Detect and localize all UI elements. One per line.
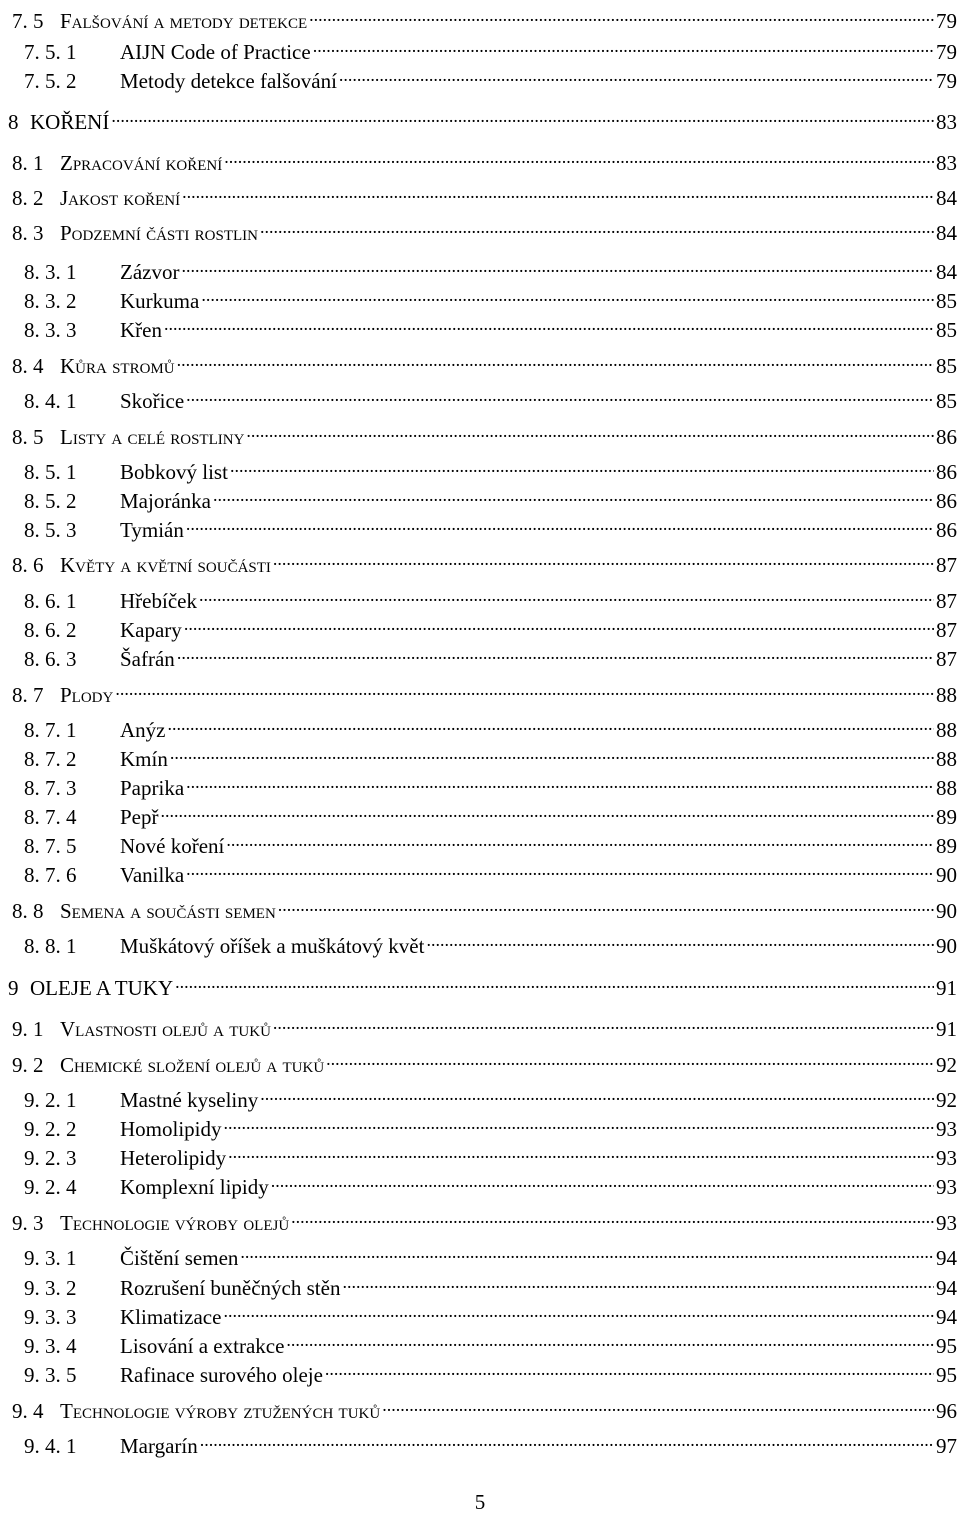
- dot-leader: [201, 280, 934, 308]
- toc-entry-page: 88: [936, 776, 957, 800]
- toc-entry-title: Mastné kyseliny: [120, 1088, 259, 1112]
- toc-entry-title: Semena a součásti semen: [60, 899, 276, 923]
- toc-entry[interactable]: [0, 925, 957, 958]
- toc-entry[interactable]: [0, 1237, 957, 1270]
- toc-entry-number: 8. 8: [12, 899, 44, 923]
- dot-leader: [260, 212, 934, 240]
- toc-entry-title: Zázvor: [120, 260, 180, 284]
- dot-leader: [182, 177, 934, 205]
- toc-entry-number: 9. 3. 5: [24, 1363, 77, 1387]
- toc-entry-page: 90: [936, 899, 957, 923]
- dot-leader: [177, 345, 934, 373]
- toc-entry-number: 9. 3. 1: [24, 1246, 77, 1270]
- toc-entry-number: 8. 8. 1: [24, 934, 77, 958]
- toc-entry-page: 87: [936, 618, 957, 642]
- toc-entry[interactable]: [0, 0, 957, 33]
- toc-entry[interactable]: [0, 544, 957, 577]
- toc-entry[interactable]: [0, 1325, 957, 1358]
- toc-entry-page: 86: [936, 425, 957, 449]
- dot-leader: [111, 101, 934, 129]
- toc-entry-number: 7. 5: [12, 9, 44, 33]
- dot-leader: [326, 1044, 934, 1072]
- toc-entry-page: 89: [936, 805, 957, 829]
- toc-entry-title: Margarín: [120, 1434, 198, 1458]
- toc-entry-title: Technologie výroby ztužených tuků: [60, 1399, 381, 1423]
- toc-entry-number: 8: [8, 110, 19, 134]
- toc-entry[interactable]: [0, 1354, 957, 1387]
- dot-leader: [339, 60, 934, 88]
- toc-entry-page: 90: [936, 863, 957, 887]
- toc-entry-number: 9. 2. 2: [24, 1117, 77, 1141]
- toc-entry-number: 8. 7. 4: [24, 805, 77, 829]
- toc-entry-page: 94: [936, 1246, 957, 1270]
- dot-leader: [382, 1390, 934, 1418]
- toc-entry-number: 8. 5. 2: [24, 489, 77, 513]
- page-number: 5: [474, 1490, 486, 1514]
- toc-entry-title: Majoránka: [120, 489, 211, 513]
- toc-entry-number: 8. 3. 1: [24, 260, 77, 284]
- toc-entry-title: Zpracování koření: [60, 151, 223, 175]
- toc-entry-title: Skořice: [120, 389, 185, 413]
- toc-entry-number: 8. 7. 1: [24, 718, 77, 742]
- toc-entry[interactable]: [0, 345, 957, 378]
- toc-entry-title: Kurkuma: [120, 289, 200, 313]
- dot-leader: [226, 825, 934, 853]
- toc-entry-number: 8. 7: [12, 683, 44, 707]
- toc-entry-title: KOŘENÍ: [30, 110, 110, 134]
- toc-entry[interactable]: [0, 1044, 957, 1077]
- toc-entry-page: 95: [936, 1363, 957, 1387]
- dot-leader: [177, 638, 934, 666]
- toc-entry[interactable]: [0, 31, 957, 64]
- dot-leader: [186, 380, 934, 408]
- toc-entry[interactable]: [0, 967, 957, 1000]
- toc-entry-page: 93: [936, 1146, 957, 1170]
- toc-entry-title: Paprika: [120, 776, 185, 800]
- toc-entry-title: Podzemní části rostlin: [60, 221, 259, 245]
- dot-leader: [342, 1267, 934, 1295]
- toc-entry-page: 86: [936, 518, 957, 542]
- toc-entry-title: Šafrán: [120, 647, 175, 671]
- toc-entry[interactable]: [0, 854, 957, 887]
- toc-entry[interactable]: [0, 890, 957, 923]
- toc-entry[interactable]: [0, 416, 957, 449]
- toc-entry-title: Heterolipidy: [120, 1146, 227, 1170]
- toc-entry-title: Čištění semen: [120, 1246, 239, 1270]
- toc-entry-page: 79: [936, 69, 957, 93]
- toc-entry[interactable]: [0, 825, 957, 858]
- toc-entry-title: Kmín: [120, 747, 168, 771]
- toc-entry-number: 8. 3. 3: [24, 318, 77, 342]
- toc-entry[interactable]: [0, 251, 957, 284]
- toc-entry-title: Klimatizace: [120, 1305, 222, 1329]
- toc-entry-page: 91: [936, 1017, 957, 1041]
- toc-entry-page: 89: [936, 834, 957, 858]
- toc-entry-page: 92: [936, 1053, 957, 1077]
- dot-leader: [200, 1425, 934, 1453]
- toc-entry[interactable]: [0, 280, 957, 313]
- toc-entry-title: Listy a celé rostliny: [60, 425, 245, 449]
- toc-entry[interactable]: [0, 738, 957, 771]
- dot-leader: [199, 580, 934, 608]
- dot-leader: [186, 854, 934, 882]
- toc-entry-page: 86: [936, 460, 957, 484]
- toc-entry-title: Vanilka: [120, 863, 185, 887]
- toc-entry[interactable]: [0, 1267, 957, 1300]
- toc-entry-number: 9: [8, 976, 19, 1000]
- toc-entry-title: Kapary: [120, 618, 182, 642]
- dot-leader: [291, 1202, 934, 1230]
- dot-leader: [184, 609, 934, 637]
- toc-entry-number: 8. 3. 2: [24, 289, 77, 313]
- toc-entry-page: 87: [936, 589, 957, 613]
- toc-entry-title: Metody detekce falšování: [120, 69, 337, 93]
- toc-entry[interactable]: [0, 1108, 957, 1141]
- toc-entry[interactable]: [0, 480, 957, 513]
- dot-leader: [260, 1079, 934, 1107]
- toc-entry-title: Pepř: [120, 805, 159, 829]
- dot-leader: [164, 309, 934, 337]
- toc-entry-title: Hřebíček: [120, 589, 197, 613]
- toc-entry-page: 95: [936, 1334, 957, 1358]
- toc-entry-page: 84: [936, 221, 957, 245]
- toc-entry-page: 94: [936, 1305, 957, 1329]
- toc-entry-number: 9. 2. 4: [24, 1175, 77, 1199]
- toc-entry-page: 88: [936, 718, 957, 742]
- dot-leader: [213, 480, 934, 508]
- toc-entry-number: 8. 6. 1: [24, 589, 77, 613]
- toc-entry-title: Lisování a extrakce: [120, 1334, 285, 1358]
- toc-entry-page: 91: [936, 976, 957, 1000]
- dot-leader: [309, 0, 934, 28]
- dot-leader: [186, 767, 934, 795]
- dot-leader: [228, 1137, 934, 1165]
- toc-entry-page: 84: [936, 186, 957, 210]
- toc-entry-number: 8. 1: [12, 151, 44, 175]
- toc-entry-page: 86: [936, 489, 957, 513]
- dot-leader: [240, 1237, 934, 1265]
- dot-leader: [115, 674, 934, 702]
- dot-leader: [223, 1296, 934, 1324]
- toc-entry-page: 85: [936, 354, 957, 378]
- toc-entry[interactable]: [0, 1008, 957, 1041]
- dot-leader: [273, 544, 934, 572]
- toc-entry[interactable]: [0, 1079, 957, 1112]
- toc-entry-number: 9. 1: [12, 1017, 44, 1041]
- toc-entry-number: 9. 3. 4: [24, 1334, 77, 1358]
- toc-entry-title: Nové koření: [120, 834, 225, 858]
- toc-entry-page: 83: [936, 151, 957, 175]
- toc-entry-page: 93: [936, 1175, 957, 1199]
- toc-entry-page: 87: [936, 553, 957, 577]
- toc-entry-number: 9. 4. 1: [24, 1434, 77, 1458]
- toc-entry-title: Tymián: [120, 518, 184, 542]
- toc-entry-number: 8. 5. 3: [24, 518, 77, 542]
- dot-leader: [224, 1108, 934, 1136]
- toc-entry-title: Homolipidy: [120, 1117, 222, 1141]
- toc-entry-page: 96: [936, 1399, 957, 1423]
- dot-leader: [313, 31, 934, 59]
- toc-entry-title: Vlastnosti olejů a tuků: [60, 1017, 271, 1041]
- toc-entry[interactable]: [0, 767, 957, 800]
- toc-entry-page: 92: [936, 1088, 957, 1112]
- toc-entry-title: Falšování a metody detekce: [60, 9, 308, 33]
- toc-entry-page: 83: [936, 110, 957, 134]
- dot-leader: [186, 509, 934, 537]
- toc-entry-number: 8. 4. 1: [24, 389, 77, 413]
- toc-entry[interactable]: [0, 580, 957, 613]
- toc-entry[interactable]: [0, 1166, 957, 1199]
- toc-entry[interactable]: [0, 709, 957, 742]
- toc-entry[interactable]: [0, 609, 957, 642]
- toc-entry-number: 9. 2: [12, 1053, 44, 1077]
- dot-leader: [246, 416, 934, 444]
- toc-entry[interactable]: [0, 674, 957, 707]
- dot-leader: [286, 1325, 934, 1353]
- toc-entry[interactable]: [0, 1425, 957, 1458]
- toc-entry-number: 8. 7. 2: [24, 747, 77, 771]
- toc-entry-title: Rozrušení buněčných stěn: [120, 1276, 341, 1300]
- toc-entry-number: 8. 6. 3: [24, 647, 77, 671]
- toc-entry-page: 85: [936, 318, 957, 342]
- toc-entry-page: 79: [936, 40, 957, 64]
- toc-entry[interactable]: [0, 796, 957, 829]
- toc-entry-title: OLEJE A TUKY: [30, 976, 174, 1000]
- dot-leader: [278, 890, 934, 918]
- toc-entry[interactable]: [0, 509, 957, 542]
- toc-entry-number: 8. 3: [12, 221, 44, 245]
- dot-leader: [271, 1166, 934, 1194]
- dot-leader: [161, 796, 935, 824]
- toc-entry-number: 9. 2. 3: [24, 1146, 77, 1170]
- toc-entry-title: Muškátový oříšek a muškátový květ: [120, 934, 425, 958]
- toc-entry[interactable]: [0, 212, 957, 245]
- toc-entry-number: 8. 7. 5: [24, 834, 77, 858]
- dot-leader: [175, 967, 934, 995]
- toc-entry-title: Chemické složení olejů a tuků: [60, 1053, 325, 1077]
- toc-entry-page: 93: [936, 1117, 957, 1141]
- toc-entry[interactable]: [0, 1390, 957, 1423]
- toc-entry[interactable]: [0, 177, 957, 210]
- toc-entry-number: 8. 2: [12, 186, 44, 210]
- toc-entry-page: 90: [936, 934, 957, 958]
- toc-entry-title: Technologie výroby olejů: [60, 1211, 290, 1235]
- dot-leader: [426, 925, 934, 953]
- toc-entry-number: 7. 5. 1: [24, 40, 77, 64]
- toc-entry-title: Kůra stromů: [60, 354, 175, 378]
- dot-leader: [224, 142, 934, 170]
- dot-leader: [273, 1008, 934, 1036]
- toc-entry-title: Květy a květní součásti: [60, 553, 271, 577]
- toc-entry-number: 7. 5. 2: [24, 69, 77, 93]
- toc-entry-page: 97: [936, 1434, 957, 1458]
- toc-entry-number: 8. 6. 2: [24, 618, 77, 642]
- toc-entry-page: 88: [936, 683, 957, 707]
- toc-entry-page: 85: [936, 389, 957, 413]
- toc-entry[interactable]: [0, 142, 957, 175]
- toc-entry-number: 8. 4: [12, 354, 44, 378]
- dot-leader: [168, 709, 935, 737]
- toc-entry[interactable]: [0, 638, 957, 671]
- toc-entry-title: Křen: [120, 318, 162, 342]
- toc-entry-page: 87: [936, 647, 957, 671]
- toc-entry[interactable]: [0, 1296, 957, 1329]
- toc-entry[interactable]: [0, 1137, 957, 1170]
- toc-entry-page: 85: [936, 289, 957, 313]
- toc-entry-number: 8. 7. 6: [24, 863, 77, 887]
- toc-entry-page: 88: [936, 747, 957, 771]
- toc-entry-page: 93: [936, 1211, 957, 1235]
- toc-entry-number: 9. 2. 1: [24, 1088, 77, 1112]
- toc-entry-number: 9. 3. 3: [24, 1305, 77, 1329]
- toc-entry-number: 9. 3. 2: [24, 1276, 77, 1300]
- toc-entry-title: Bobkový list: [120, 460, 228, 484]
- toc-entry-page: 94: [936, 1276, 957, 1300]
- toc-entry-title: Plody: [60, 683, 114, 707]
- toc-entry[interactable]: [0, 60, 957, 93]
- dot-leader: [230, 451, 934, 479]
- toc-entry[interactable]: [0, 1202, 957, 1235]
- toc-entry-title: Rafinace surového oleje: [120, 1363, 323, 1387]
- toc-entry-number: 8. 7. 3: [24, 776, 77, 800]
- dot-leader: [170, 738, 934, 766]
- toc-entry[interactable]: [0, 380, 957, 413]
- toc-entry-title: Jakost koření: [60, 186, 181, 210]
- toc-entry[interactable]: [0, 451, 957, 484]
- toc-entry[interactable]: [0, 309, 957, 342]
- toc-entry-title: Komplexní lipidy: [120, 1175, 269, 1199]
- toc-entry-page: 84: [936, 260, 957, 284]
- toc-entry-number: 9. 4: [12, 1399, 44, 1423]
- toc-entry-number: 9. 3: [12, 1211, 44, 1235]
- toc-entry-title: AIJN Code of Practice: [120, 40, 311, 64]
- toc-entry[interactable]: [0, 101, 957, 134]
- toc-entry-number: 8. 5. 1: [24, 460, 77, 484]
- dot-leader: [181, 251, 934, 279]
- toc-entry-page: 79: [936, 9, 957, 33]
- toc-entry-number: 8. 5: [12, 425, 44, 449]
- dot-leader: [325, 1354, 934, 1382]
- toc-entry-title: Anýz: [120, 718, 166, 742]
- toc-entry-number: 8. 6: [12, 553, 44, 577]
